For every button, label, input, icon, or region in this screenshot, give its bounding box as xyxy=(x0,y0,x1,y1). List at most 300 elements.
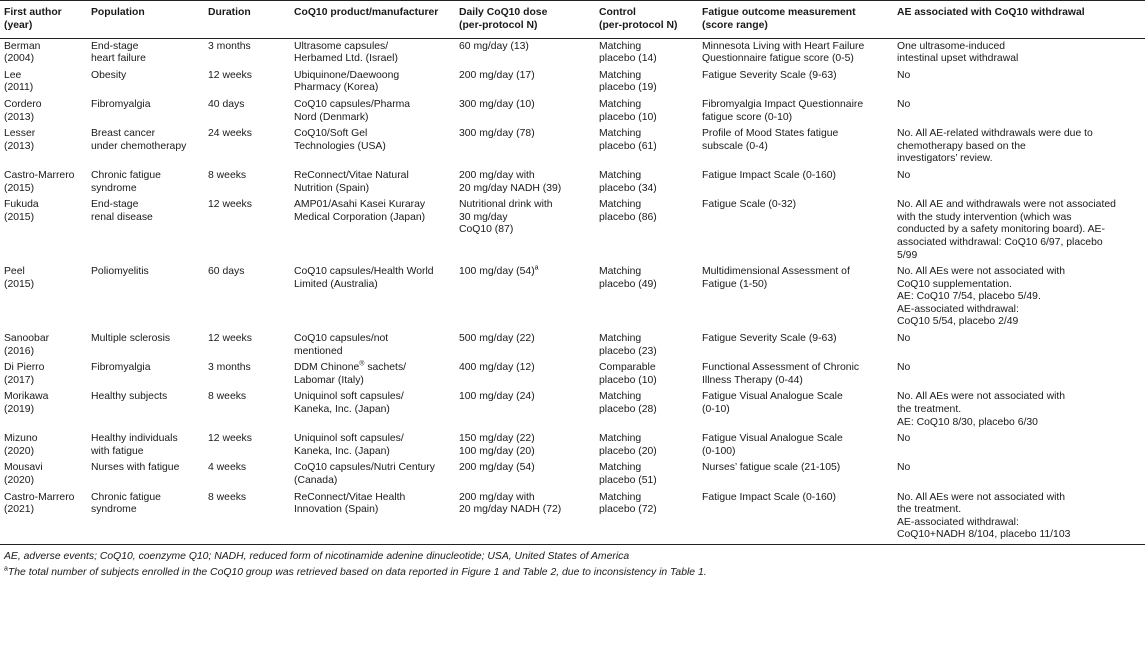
cell-line: Healthy subjects xyxy=(91,391,168,403)
cell-line: (2004) xyxy=(4,53,35,65)
cell-fatigue-measure xyxy=(698,97,893,126)
footnote-abbreviations: AE, adverse events; CoQ10, coenzyme Q10; NADH, reduced form of nicotinamide adenine dinucleotide; USA, United States of America xyxy=(4,550,630,562)
cell-fatigue-measure xyxy=(698,490,893,545)
cell-author xyxy=(0,331,87,360)
cell-author xyxy=(0,264,87,331)
cell-line: Multidimensional Assessment of xyxy=(702,266,850,278)
cell-line: AMP01/Asahi Kasei Kuraray xyxy=(294,199,426,211)
cell-line: Matching xyxy=(599,462,642,474)
cell-line: renal disease xyxy=(91,211,153,223)
cell-line: No. All AE-related withdrawals were due to xyxy=(897,128,1093,140)
cell-fatigue-measure xyxy=(698,431,893,460)
cell-line: Fatigue Scale (0-32) xyxy=(702,199,797,211)
cell-line: Kaneka, Inc. (Japan) xyxy=(294,404,390,416)
cell-line: Nord (Denmark) xyxy=(294,111,369,123)
footnote-note-text: The total number of subjects enrolled in the CoQ10 group was retrieved based on data reported in Figure 1 and Table 2, due to inconsistency in Table 1. xyxy=(7,567,707,579)
cell-line: (2017) xyxy=(4,374,35,386)
cell-line: Questionnaire fatigue score (0-5) xyxy=(702,53,854,65)
cell-line: placebo (86) xyxy=(599,211,657,223)
cell-dose xyxy=(455,389,595,431)
cell-line: Fatigue Visual Analogue Scale xyxy=(702,433,843,445)
cell-line: Fatigue (1-50) xyxy=(702,278,768,290)
column-header-fatigue-measure xyxy=(698,0,893,38)
cell-line: Matching xyxy=(599,98,642,110)
cell-line: 20 mg/day NADH (72) xyxy=(459,504,562,516)
cell-line: 400 mg/day (12) xyxy=(459,362,535,374)
cell-line: placebo (51) xyxy=(599,475,657,486)
cell-line: 8 weeks xyxy=(208,169,247,181)
cell-line: No xyxy=(897,98,911,110)
cell-line: No xyxy=(897,69,911,81)
cell-line: Obesity xyxy=(91,69,127,81)
cell-ae-withdrawal xyxy=(893,38,1145,68)
cell-fatigue-measure xyxy=(698,68,893,97)
cell-duration xyxy=(204,331,290,360)
cell-duration xyxy=(204,490,290,545)
cell-line: Limited (Australia) xyxy=(294,278,378,290)
cell-line: No xyxy=(897,169,911,181)
cell-line: Nutritional drink with xyxy=(459,199,553,211)
cell-population xyxy=(87,360,204,389)
cell-ae-withdrawal xyxy=(893,331,1145,360)
cell-fatigue-measure xyxy=(698,360,893,389)
cell-line: 100 mg/day (20) xyxy=(459,445,535,457)
cell-line: Labomar (Italy) xyxy=(294,374,364,386)
cell-line: placebo (14) xyxy=(599,53,657,65)
cell-line: Fatigue Impact Scale (0-160) xyxy=(702,169,836,181)
cell-author xyxy=(0,389,87,431)
cell-line: 300 mg/day (10) xyxy=(459,98,535,110)
header-line: AE associated with CoQ10 withdrawal xyxy=(897,7,1085,18)
cell-line: No xyxy=(897,433,911,445)
cell-population xyxy=(87,97,204,126)
cell-line: 12 weeks xyxy=(208,433,252,445)
header-line: Daily CoQ10 dose xyxy=(459,7,548,18)
cell-ae-withdrawal xyxy=(893,490,1145,545)
cell-line: Breast cancer xyxy=(91,128,156,140)
table-row xyxy=(0,168,1145,197)
cell-line: (2011) xyxy=(4,82,34,94)
cell-line: Innovation (Spain) xyxy=(294,504,379,516)
cell-fatigue-measure xyxy=(698,264,893,331)
cell-ae-withdrawal xyxy=(893,389,1145,431)
cell-line: Lee xyxy=(4,69,22,81)
cell-duration xyxy=(204,431,290,460)
cell-line: (2021) xyxy=(4,504,35,516)
cell-ae-withdrawal xyxy=(893,264,1145,331)
cell-line: placebo (10) xyxy=(599,111,657,123)
header-line: First author xyxy=(4,7,62,18)
cell-fatigue-measure xyxy=(698,389,893,431)
cell-fatigue-measure xyxy=(698,168,893,197)
table-row xyxy=(0,264,1145,331)
cell-line: 12 weeks xyxy=(208,69,252,81)
cell-line: Matching xyxy=(599,433,642,445)
cell-duration xyxy=(204,68,290,97)
cell-line: Matching xyxy=(599,128,642,140)
cell-line: placebo (23) xyxy=(599,345,657,357)
cell-line: Fatigue Severity Scale (9-63) xyxy=(702,69,837,81)
cell-line: DDM Chinone® sachets/ xyxy=(294,360,407,374)
cell-duration xyxy=(204,264,290,331)
cell-line: 200 mg/day with xyxy=(459,169,535,181)
cell-line: Poliomyelitis xyxy=(91,266,149,278)
cell-author xyxy=(0,38,87,68)
cell-line: Multiple sclerosis xyxy=(91,333,171,345)
cell-control xyxy=(595,490,698,545)
cell-line: syndrome xyxy=(91,504,137,516)
cell-line: Matching xyxy=(599,40,642,52)
cell-line: Uniquinol soft capsules/ xyxy=(294,433,404,445)
table-row xyxy=(0,197,1145,264)
cell-line: mentioned xyxy=(294,345,343,357)
cell-line: intestinal upset withdrawal xyxy=(897,53,1019,65)
cell-line: Berman xyxy=(4,40,41,52)
cell-line: 100 mg/day (54) xyxy=(459,266,535,278)
cell-line: Comparable xyxy=(599,362,656,374)
cell-line: 200 mg/day (17) xyxy=(459,69,535,81)
cell-line: Functional Assessment of Chronic xyxy=(702,362,860,374)
cell-line: (2013) xyxy=(4,140,35,152)
table-header-row xyxy=(0,0,1145,38)
cell-line: Fibromyalgia Impact Questionnaire xyxy=(702,98,864,110)
cell-line: placebo (10) xyxy=(599,374,657,386)
cell-population xyxy=(87,168,204,197)
table-body xyxy=(0,38,1145,544)
column-header-dose xyxy=(455,0,595,38)
cell-line: No xyxy=(897,462,911,474)
cell-line: placebo (61) xyxy=(599,140,657,152)
cell-line: fatigue score (0-10) xyxy=(702,111,793,123)
cell-line: Illness Therapy (0-44) xyxy=(702,374,803,386)
cell-line: 60 mg/day (13) xyxy=(459,40,529,52)
cell-control xyxy=(595,68,698,97)
cell-author xyxy=(0,460,87,489)
cell-duration xyxy=(204,126,290,168)
cell-control xyxy=(595,389,698,431)
cell-population xyxy=(87,38,204,68)
table-row xyxy=(0,126,1145,168)
cell-line: 8 weeks xyxy=(208,391,247,403)
cell-line: 200 mg/day (54) xyxy=(459,462,535,474)
cell-line: AE-associated withdrawal: xyxy=(897,516,1019,528)
cell-line: 500 mg/day (22) xyxy=(459,333,535,345)
header-line: (score range) xyxy=(702,19,768,31)
cell-duration xyxy=(204,460,290,489)
cell-line: End-stage xyxy=(91,40,139,52)
cell-line: placebo (72) xyxy=(599,504,657,516)
cell-line: 12 weeks xyxy=(208,199,252,211)
cell-control xyxy=(595,360,698,389)
cell-duration xyxy=(204,38,290,68)
cell-line: (0-100) xyxy=(702,445,736,457)
cell-control xyxy=(595,431,698,460)
footnote-note xyxy=(0,567,1145,580)
cell-author xyxy=(0,126,87,168)
cell-control xyxy=(595,331,698,360)
table-row xyxy=(0,431,1145,460)
cell-control xyxy=(595,197,698,264)
cell-population xyxy=(87,197,204,264)
cell-duration xyxy=(204,197,290,264)
cell-line: investigators’ review. xyxy=(897,153,993,165)
cell-line: Medical Corporation (Japan) xyxy=(294,211,426,223)
cell-author xyxy=(0,431,87,460)
cell-dose xyxy=(455,38,595,68)
cell-line: (2013) xyxy=(4,111,35,123)
cell-line: (2020) xyxy=(4,445,35,457)
cell-line: No. All AEs were not associated with xyxy=(897,491,1066,503)
cell-line: CoQ10 capsules/Nutri Century xyxy=(294,462,435,474)
cell-line: Profile of Mood States fatigue xyxy=(702,128,839,140)
cell-line: placebo (34) xyxy=(599,182,657,194)
cell-population xyxy=(87,264,204,331)
cell-line: Ubiquinone/Daewoong xyxy=(294,69,400,81)
header-line: Population xyxy=(91,7,145,18)
cell-line: Castro-Marrero xyxy=(4,491,75,503)
cell-line: (2019) xyxy=(4,404,35,416)
cell-line: Nurses’ fatigue scale (21-105) xyxy=(702,462,841,474)
cell-fatigue-measure xyxy=(698,126,893,168)
cell-line: No xyxy=(897,362,911,374)
cell-line: 24 weeks xyxy=(208,128,252,140)
cell-line: AE: CoQ10 7/54, placebo 5/49. xyxy=(897,291,1041,303)
cell-control xyxy=(595,264,698,331)
cell-dose xyxy=(455,68,595,97)
cell-duration xyxy=(204,360,290,389)
cell-line: Morikawa xyxy=(4,391,49,403)
cell-line: CoQ10 5/54, placebo 2/49 xyxy=(897,316,1019,328)
header-line: Fatigue outcome measurement xyxy=(702,7,856,18)
cell-line: Uniquinol soft capsules/ xyxy=(294,391,404,403)
cell-author xyxy=(0,197,87,264)
cell-dose xyxy=(455,97,595,126)
cell-line: with the study intervention (which was xyxy=(897,211,1072,223)
cell-ae-withdrawal xyxy=(893,126,1145,168)
cell-line: No. All AEs were not associated with xyxy=(897,266,1066,278)
cell-fatigue-measure xyxy=(698,331,893,360)
cell-line: CoQ10 (87) xyxy=(459,224,514,236)
cell-line: 5/99 xyxy=(897,249,918,261)
cell-dose xyxy=(455,331,595,360)
column-header-population xyxy=(87,0,204,38)
column-header-control xyxy=(595,0,698,38)
table-row xyxy=(0,38,1145,68)
cell-line: 20 mg/day NADH (39) xyxy=(459,182,562,194)
cell-line: Fatigue Severity Scale (9-63) xyxy=(702,333,837,345)
cell-product xyxy=(290,68,455,97)
cell-line: End-stage xyxy=(91,199,139,211)
cell-line: syndrome xyxy=(91,182,137,194)
cell-population xyxy=(87,331,204,360)
cell-line: Chronic fatigue xyxy=(91,169,161,181)
cell-population xyxy=(87,126,204,168)
cell-product xyxy=(290,360,455,389)
cell-line: 100 mg/day (24) xyxy=(459,391,535,403)
column-header-ae-withdrawal xyxy=(893,0,1145,38)
cell-line: placebo (20) xyxy=(599,445,657,457)
header-line: (year) xyxy=(4,19,33,31)
cell-product xyxy=(290,389,455,431)
cell-fatigue-measure xyxy=(698,197,893,264)
cell-line: Ultrasome capsules/ xyxy=(294,40,389,52)
cell-product xyxy=(290,431,455,460)
cell-line: CoQ10 capsules/not xyxy=(294,333,389,345)
cell-product xyxy=(290,264,455,331)
cell-line: Minnesota Living with Heart Failure xyxy=(702,40,865,52)
cell-duration xyxy=(204,168,290,197)
cell-line: the treatment. xyxy=(897,404,962,416)
column-header-product xyxy=(290,0,455,38)
table-row xyxy=(0,490,1145,545)
cell-line: AE-associated withdrawal: xyxy=(897,303,1019,315)
table-row xyxy=(0,360,1145,389)
cell-line: Fibromyalgia xyxy=(91,98,151,110)
cell-product xyxy=(290,460,455,489)
cell-author xyxy=(0,360,87,389)
cell-line: (2020) xyxy=(4,475,35,486)
cell-line: Chronic fatigue xyxy=(91,491,161,503)
cell-population xyxy=(87,389,204,431)
table-row xyxy=(0,460,1145,489)
cell-line: Healthy individuals xyxy=(91,433,178,445)
registered-mark: ® xyxy=(359,360,365,368)
cell-line: chemotherapy based on the xyxy=(897,140,1026,152)
cell-line: Fibromyalgia xyxy=(91,362,151,374)
cell-control xyxy=(595,460,698,489)
column-header-author xyxy=(0,0,87,38)
cell-line: Technologies (USA) xyxy=(294,140,386,152)
table-row xyxy=(0,68,1145,97)
cell-product xyxy=(290,168,455,197)
cell-population xyxy=(87,68,204,97)
cell-line: heart failure xyxy=(91,53,146,65)
cell-line: placebo (28) xyxy=(599,404,657,416)
cell-line: Mousavi xyxy=(4,462,43,474)
cell-product xyxy=(290,97,455,126)
cell-line: Matching xyxy=(599,199,642,211)
cell-line: (0-10) xyxy=(702,404,730,416)
cell-line: (2015) xyxy=(4,211,35,223)
cell-line: Matching xyxy=(599,391,642,403)
cell-line: Lesser xyxy=(4,128,36,140)
header-line: (per-protocol N) xyxy=(599,19,678,31)
cell-control xyxy=(595,168,698,197)
header-line: Control xyxy=(599,7,636,18)
cell-line: ReConnect/Vitae Health xyxy=(294,491,406,503)
cell-line: 12 weeks xyxy=(208,333,252,345)
cell-ae-withdrawal xyxy=(893,168,1145,197)
cell-ae-withdrawal xyxy=(893,197,1145,264)
cell-line: AE: CoQ10 8/30, placebo 6/30 xyxy=(897,416,1038,428)
cell-control xyxy=(595,38,698,68)
cell-line: 30 mg/day xyxy=(459,211,508,223)
cell-product xyxy=(290,197,455,264)
cell-product xyxy=(290,38,455,68)
header-line: CoQ10 product/manufacturer xyxy=(294,7,439,18)
cell-line: Di Pierro xyxy=(4,362,45,374)
cell-line: 150 mg/day (22) xyxy=(459,433,535,445)
cell-line: Mizuno xyxy=(4,433,38,445)
cell-product xyxy=(290,126,455,168)
cell-dose xyxy=(455,126,595,168)
footnote-reference-marker: a xyxy=(534,264,539,272)
cell-line: CoQ10 capsules/Pharma xyxy=(294,98,411,110)
cell-ae-withdrawal xyxy=(893,68,1145,97)
cell-duration xyxy=(204,389,290,431)
cell-line: Peel xyxy=(4,266,25,278)
cell-line: 3 months xyxy=(208,40,251,52)
cell-dose xyxy=(455,197,595,264)
cell-line: Fatigue Impact Scale (0-160) xyxy=(702,491,836,503)
cell-dose xyxy=(455,460,595,489)
cell-author xyxy=(0,97,87,126)
cell-line: Cordero xyxy=(4,98,42,110)
cell-line: associated withdrawal: CoQ10 6/97, placebo xyxy=(897,236,1103,248)
header-line: Duration xyxy=(208,7,251,18)
cell-line: placebo (49) xyxy=(599,278,657,290)
cell-line: under chemotherapy xyxy=(91,140,187,152)
cell-author xyxy=(0,168,87,197)
cell-dose xyxy=(455,490,595,545)
cell-line: (Canada) xyxy=(294,475,338,486)
cell-line: 3 months xyxy=(208,362,251,374)
cell-line: CoQ10+NADH 8/104, placebo 11/103 xyxy=(897,529,1071,541)
cell-line: 60 days xyxy=(208,266,245,278)
cell-fatigue-measure xyxy=(698,38,893,68)
cell-line: Fatigue Visual Analogue Scale xyxy=(702,391,843,403)
cell-line: 40 days xyxy=(208,98,245,110)
cell-ae-withdrawal xyxy=(893,460,1145,489)
cell-line: Matching xyxy=(599,69,642,81)
cell-line: with fatigue xyxy=(91,445,144,457)
header-line: (per-protocol N) xyxy=(459,19,538,31)
cell-line: Nutrition (Spain) xyxy=(294,182,370,194)
cell-control xyxy=(595,97,698,126)
cell-line: Fukuda xyxy=(4,199,39,211)
table-row xyxy=(0,97,1145,126)
cell-product xyxy=(290,490,455,545)
cell-ae-withdrawal xyxy=(893,360,1145,389)
footnote-marker: a xyxy=(4,566,8,573)
cell-line: CoQ10 capsules/Health World xyxy=(294,266,434,278)
cell-line: Matching xyxy=(599,333,642,345)
cell-ae-withdrawal xyxy=(893,431,1145,460)
cell-line: 200 mg/day with xyxy=(459,491,535,503)
cell-line: (2015) xyxy=(4,182,35,194)
cell-control xyxy=(595,126,698,168)
column-header-duration xyxy=(204,0,290,38)
cell-line: No xyxy=(897,333,911,345)
cell-ae-withdrawal xyxy=(893,97,1145,126)
cell-line: subscale (0-4) xyxy=(702,140,768,152)
table-row xyxy=(0,389,1145,431)
cell-line: Matching xyxy=(599,266,642,278)
cell-line: No. All AE and withdrawals were not associated xyxy=(897,199,1116,211)
cell-line: 300 mg/day (78) xyxy=(459,128,535,140)
cell-line: No. All AEs were not associated with xyxy=(897,391,1066,403)
cell-population xyxy=(87,490,204,545)
cell-line: One ultrasome-induced xyxy=(897,40,1006,52)
table-row xyxy=(0,331,1145,360)
cell-line: Herbamed Ltd. (Israel) xyxy=(294,53,398,65)
cell-line: ReConnect/Vitae Natural xyxy=(294,169,409,181)
cell-author xyxy=(0,68,87,97)
cell-line: Matching xyxy=(599,169,642,181)
cell-line: CoQ10 supplementation. xyxy=(897,278,1012,290)
cell-line: 4 weeks xyxy=(208,462,247,474)
cell-population xyxy=(87,460,204,489)
